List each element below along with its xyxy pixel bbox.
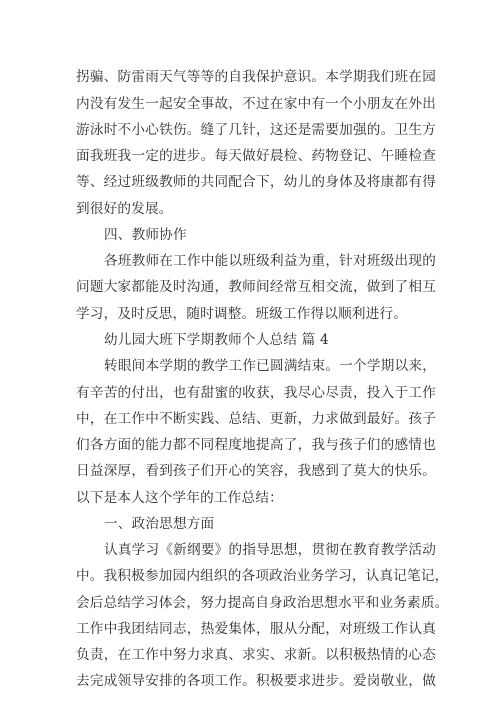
body-text-line: 有辛苦的付出，也有甜蜜的收获，我尽心尽责，投入于工作 [76, 385, 436, 401]
body-text-line: 去完成领导安排的各项工作。积极要求进步。爱岗敬业，做 [76, 673, 436, 689]
body-text-line: 以下是本人这个学年的工作总结： [76, 490, 283, 506]
body-text-line: 转眼间本学期的教学工作已圆满结束。一个学期以来， [104, 358, 436, 374]
section-heading: 一、政治思想方面 [104, 516, 215, 532]
body-text-line: 内没有发生一起安全事故，不过在家中有一个小朋友在外出 [76, 96, 436, 112]
body-text-line: 中。我积极参加园内组织的各项政治业务学习，认真记笔记， [76, 568, 449, 584]
body-text-line: 问题大家都能及时沟通，教师间经常互相交流，做到了相互 [76, 279, 436, 295]
body-text-line: 各班教师在工作中能以班级利益为重，针对班级出现的 [104, 253, 436, 269]
article-title: 幼儿园大班下学期教师个人总结 篇 4 [104, 332, 329, 348]
body-text-line: 到很好的发展。 [76, 201, 173, 217]
body-text-line: 认真学习《新纲要》的指导思想，贯彻在教育教学活动 [104, 542, 436, 558]
body-text-line: 们各方面的能力都不同程度地提高了，我与孩子们的感情也 [76, 437, 436, 453]
body-text-line: 拐骗、防雷雨天气等等的自我保护意识。本学期我们班在园 [76, 69, 436, 85]
body-text-line: 学习，及时反思，随时调整。班级工作得以顺利进行。 [76, 306, 408, 322]
body-text-line: 日益深厚，看到孩子们开心的笑容，我感到了莫大的快乐。 [76, 463, 436, 479]
body-text-line: 面我班我一定的进步。每天做好晨检、药物登记、午睡检查 [76, 148, 436, 164]
body-text-line: 等、经过班级教师的共同配合下，幼儿的身体及将康都有得 [76, 174, 436, 190]
body-text-line: 游泳时不小心铁伤。缝了几针，这还是需要加强的。卫生方 [76, 122, 436, 138]
body-text-line: 中，在工作中不断实践、总结、更新，力求做到最好。孩子 [76, 411, 436, 427]
body-text-line: 会后总结学习体会，努力提高自身政治思想水平和业务素质。 [76, 595, 449, 611]
section-heading: 四、教师协作 [104, 227, 187, 243]
body-text-line: 负责，在工作中努力求真、求实、求新。以积极热情的心态 [76, 647, 436, 663]
body-text-line: 工作中我团结同志，热爱集体，服从分配，对班级工作认真 [76, 621, 436, 637]
